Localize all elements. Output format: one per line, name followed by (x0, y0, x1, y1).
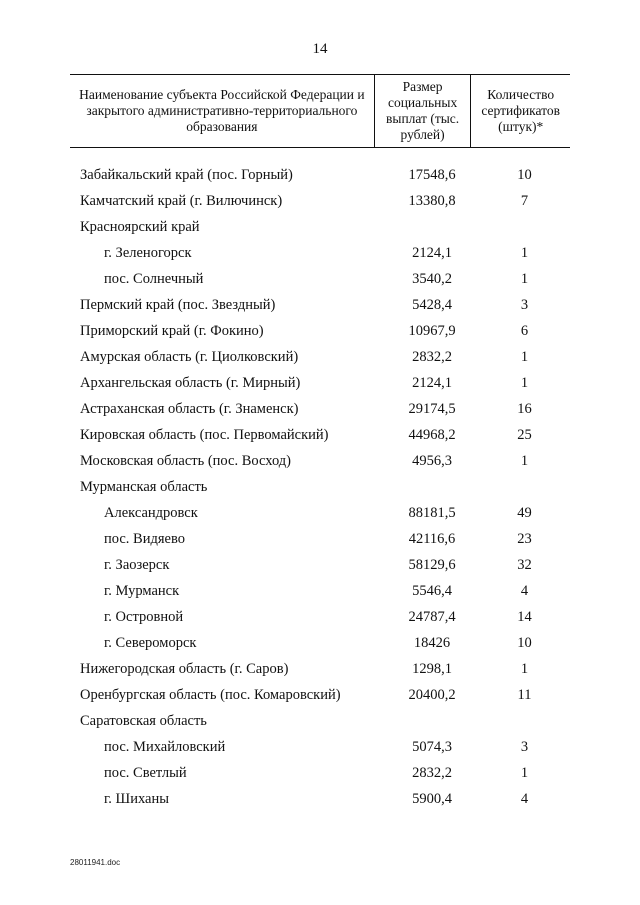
table-row (70, 396, 570, 422)
row-count: 16 (517, 400, 532, 417)
row-name: Красноярский край (80, 218, 200, 235)
row-size: 4956,3 (412, 452, 452, 469)
table-row (70, 318, 570, 344)
row-count: 3 (520, 738, 529, 755)
row-size: 20400,2 (408, 686, 456, 703)
row-size: 2832,2 (412, 348, 452, 365)
row-count: 14 (517, 608, 532, 625)
row-name: Архангельская область (г. Мирный) (80, 374, 301, 391)
table-row (70, 604, 570, 630)
row-count: 1 (520, 374, 529, 391)
row-size: 5428,4 (412, 296, 452, 313)
table-row (70, 760, 570, 786)
row-size: 5900,4 (412, 790, 452, 807)
table-row (70, 214, 570, 240)
row-name: г. Шиханы (104, 790, 169, 807)
row-count: 4 (520, 582, 529, 599)
table-row (70, 292, 570, 318)
row-count: 3 (520, 296, 529, 313)
row-name: Оренбургская область (пос. Комаровский) (80, 686, 341, 703)
table-row (70, 266, 570, 292)
row-size: 88181,5 (408, 504, 456, 521)
row-count: 1 (520, 452, 529, 469)
row-name: Московская область (пос. Восход) (80, 452, 291, 469)
row-size: 3540,2 (412, 270, 452, 287)
table-row (70, 240, 570, 266)
row-name: Забайкальский край (пос. Горный) (80, 166, 293, 183)
row-count: 49 (517, 504, 532, 521)
row-name: Астраханская область (г. Знаменск) (80, 400, 299, 417)
row-name: пос. Светлый (104, 764, 187, 781)
row-name: г. Островной (104, 608, 184, 625)
row-name: г. Заозерск (104, 556, 170, 573)
table-row (70, 734, 570, 760)
row-name: пос. Солнечный (104, 270, 204, 287)
row-size: 2124,1 (412, 244, 452, 261)
row-size: 1298,1 (412, 660, 452, 677)
table-row (70, 474, 570, 500)
table-row (70, 552, 570, 578)
row-count: 1 (520, 660, 529, 677)
table-row (70, 370, 570, 396)
row-name: пос. Видяево (104, 530, 185, 547)
row-count: 11 (517, 686, 532, 703)
header-name: Наименование субъекта Российской Федерации и закрытого административно-территориального образования (79, 87, 365, 134)
table-row (70, 708, 570, 734)
row-name: г. Зеленогорск (104, 244, 192, 261)
header-size: Размер социальных выплат (тыс. рублей) (374, 75, 472, 147)
row-size: 58129,6 (408, 556, 456, 573)
row-name: пос. Михайловский (104, 738, 226, 755)
row-name: Амурская область (г. Циолковский) (80, 348, 299, 365)
table-row (70, 682, 570, 708)
row-name: Мурманская область (80, 478, 208, 495)
row-name: Саратовская область (80, 712, 207, 729)
table-row (70, 188, 570, 214)
row-count: 7 (520, 192, 529, 209)
table-row (70, 526, 570, 552)
row-size: 5546,4 (412, 582, 452, 599)
row-size: 13380,8 (408, 192, 456, 209)
row-name: г. Североморск (104, 634, 197, 651)
table-row (70, 578, 570, 604)
table-row (70, 162, 570, 188)
row-size: 2124,1 (412, 374, 452, 391)
document-code: 28011941.doc (70, 858, 121, 867)
row-count: 23 (517, 530, 532, 547)
table-row (70, 344, 570, 370)
table-row (70, 448, 570, 474)
row-size: 18426 (413, 634, 451, 651)
row-name: Камчатский край (г. Вилючинск) (80, 192, 283, 209)
row-size: 17548,6 (408, 166, 456, 183)
table-header-rule (70, 147, 570, 148)
row-size: 24787,4 (408, 608, 456, 625)
row-name: Александровск (104, 504, 198, 521)
row-count: 4 (520, 790, 529, 807)
row-name: Нижегородская область (г. Саров) (80, 660, 289, 677)
row-name: Кировская область (пос. Первомайский) (80, 426, 329, 443)
row-size: 44968,2 (408, 426, 456, 443)
row-name: г. Мурманск (104, 582, 180, 599)
row-count: 1 (520, 764, 529, 781)
row-count: 1 (520, 244, 529, 261)
row-count: 6 (520, 322, 529, 339)
row-count: 32 (517, 556, 532, 573)
row-name: Пермский край (пос. Звездный) (80, 296, 276, 313)
row-size: 2832,2 (412, 764, 452, 781)
row-size: 29174,5 (408, 400, 456, 417)
row-count: 25 (517, 426, 532, 443)
table-row (70, 656, 570, 682)
row-size: 5074,3 (412, 738, 452, 755)
row-size: 10967,9 (408, 322, 456, 339)
row-count: 10 (517, 634, 532, 651)
table-row (70, 422, 570, 448)
page-number: 14 (312, 41, 328, 57)
row-count: 1 (520, 270, 529, 287)
row-count: 1 (520, 348, 529, 365)
row-count: 10 (517, 166, 532, 183)
table-row (70, 630, 570, 656)
header-count: Количество сертификатов (штук)* (481, 87, 561, 134)
table-header (70, 75, 570, 147)
row-name: Приморский край (г. Фокино) (80, 322, 264, 339)
table-row (70, 500, 570, 526)
table-body (70, 162, 570, 812)
table-row (70, 786, 570, 812)
payments-table (70, 74, 570, 812)
row-size: 42116,6 (408, 530, 456, 547)
